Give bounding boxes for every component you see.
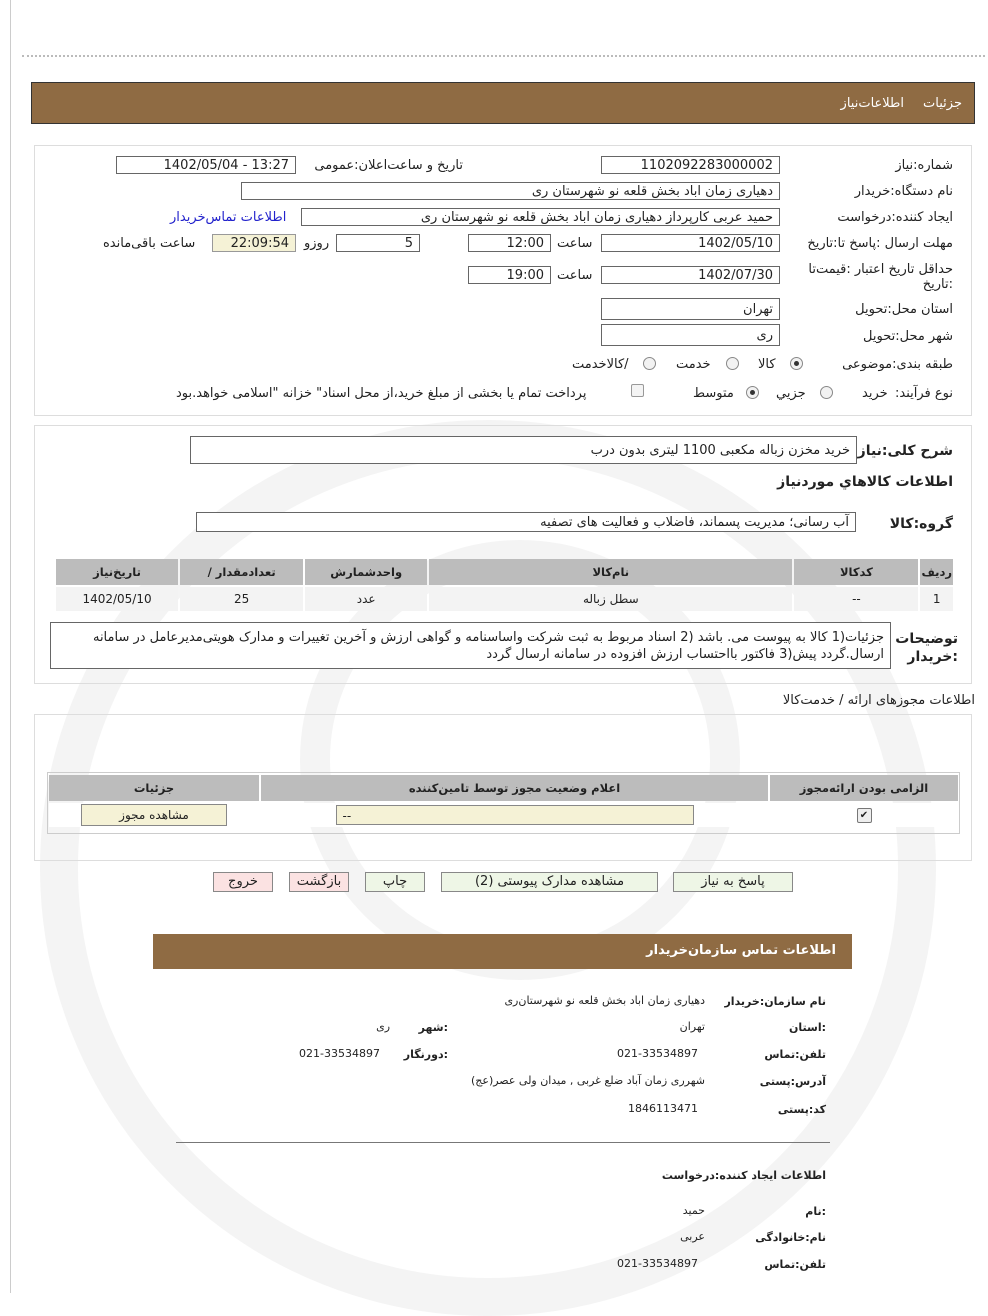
- buyer-notes-label: توضیحات :خریدار: [895, 631, 958, 665]
- treasury-payment-checkbox[interactable]: [631, 384, 644, 397]
- creator-phone-label: تلفن:تماس: [764, 1258, 826, 1271]
- col-required: الزامی بودن ارائه‌مجوز: [770, 775, 958, 801]
- contact-heading: اطلاعات تماس سازمان‌خریدار: [646, 943, 836, 958]
- col-row: ردیف: [920, 559, 953, 585]
- required-checkbox: ✔: [857, 808, 872, 823]
- print-button[interactable]: چاپ: [365, 872, 425, 892]
- deadline-time-field: 12:00: [468, 234, 551, 252]
- back-button[interactable]: بازگشت: [289, 872, 349, 892]
- province-label: استان محل:تحویل: [855, 302, 953, 317]
- treasury-payment-note: پرداخت تمام یا بخشی از مبلغ خرید،از محل اسناد" خزانه "اسلامی خواهد.بود: [176, 386, 587, 401]
- contact-fax-value: 021-33534897: [299, 1047, 380, 1060]
- radio-goods-label: کالا: [758, 357, 776, 372]
- view-permit-button[interactable]: مشاهده مجوز: [81, 804, 227, 826]
- org-label: نام سازمان:خریدار: [724, 995, 826, 1008]
- buyer-notes-field: جزئیات(1 کالا به پیوست می. باشد (2 اسناد مربوط به ثبت شرکت واساسنامه و گواهی ارزش و آخرین تغییرات و مدارک هویتی‌مدیرعامل در سامانه ارسال.گردد پیش(3 فاکتور بااحتساب ارزش افزوده در سامانه ارسال گردد: [50, 622, 891, 669]
- col-date: تاریخ‌نیاز: [56, 559, 178, 585]
- cell-unit: عدد: [305, 587, 427, 611]
- validity-time-field: 19:00: [468, 266, 551, 284]
- radio-goods[interactable]: [790, 357, 803, 370]
- contact-address-value: شهرری زمان آباد ضلع غربی , میدان ولی عصر(عج): [470, 1074, 705, 1087]
- goods-group-label: گروه:کالا: [889, 516, 953, 532]
- goods-info-heading: اطلاعات کالاهاي موردنياز: [777, 474, 953, 490]
- permit-status-field: --: [336, 805, 694, 825]
- city-label: شهر محل:تحویل: [863, 329, 953, 344]
- contact-divider: [176, 1142, 830, 1143]
- radio-medium-label: متوسط: [693, 386, 734, 401]
- need-title-field: خرید مخزن زباله مکعبی 1100 لیتری بدون درب: [190, 436, 857, 464]
- attachments-button[interactable]: مشاهده مدارک پیوستی (2): [441, 872, 658, 892]
- remaining-time-field: 22:09:54: [212, 234, 296, 252]
- cell-row: 1: [920, 587, 953, 611]
- category-label: طبقه بندی:موضوعی: [842, 357, 953, 372]
- contact-phone-value: 021-33534897: [617, 1047, 698, 1060]
- buyer-org-label: نام دستگاه:خریدار: [854, 184, 953, 199]
- permits-table: [47, 773, 960, 829]
- col-qty: تعدادمقدار /: [180, 559, 303, 585]
- cell-qty: 25: [180, 587, 303, 611]
- table-row: [49, 803, 958, 827]
- deadline-label: مهلت ارسال :پاسخ تا:تاریخ: [807, 236, 953, 251]
- creator-family-label: نام:خانوادگی: [755, 1231, 826, 1244]
- header-bar: [31, 82, 975, 124]
- cell-date: 1402/05/10: [56, 587, 178, 611]
- radio-service[interactable]: [726, 357, 739, 370]
- tab-need-info[interactable]: اطلاعات‌نیاز: [840, 96, 904, 111]
- deadline-time-label: ساعت: [557, 236, 593, 251]
- creator-family-value: عربی: [680, 1230, 705, 1243]
- radio-small-label: جزیي: [776, 386, 806, 401]
- announce-field: 1402/05/04 - 13:27: [116, 156, 296, 174]
- org-value: دهیاری زمان اباد بخش قلعه نو شهرستان‌ری: [504, 994, 705, 1007]
- top-dotted-rule: [22, 55, 985, 57]
- contact-province-label: :استان: [789, 1021, 826, 1034]
- goods-group-field: آب رسانی؛ مدیریت پسماند، فاضلاب و فعالیت های تصفیه: [196, 512, 856, 532]
- creator-name-label: :نام: [805, 1205, 826, 1218]
- contact-fax-label: :دورنگار: [403, 1048, 448, 1061]
- goods-table: [54, 557, 955, 613]
- need-number-label: شماره:نیاز: [895, 158, 953, 173]
- cell-code: --: [794, 587, 918, 611]
- validity-time-label: ساعت: [557, 268, 593, 283]
- deadline-date-field: 1402/05/10: [601, 234, 780, 252]
- permits-heading: اطلاعات مجوزهای ارائه / خدمت‌کالا: [782, 693, 975, 708]
- buyer-org-field: دهیاری زمان اباد بخش قلعه نو شهرستان ری: [241, 182, 780, 200]
- remaining-label: ساعت باقی‌مانده: [103, 236, 196, 251]
- creator-heading: اطلاعات ایجاد کننده:درخواست: [661, 1169, 826, 1182]
- contact-province-value: تهران: [679, 1020, 705, 1033]
- radio-goods-service[interactable]: [643, 357, 656, 370]
- reply-button[interactable]: پاسخ به نیاز: [673, 872, 793, 892]
- province-field: تهران: [601, 298, 780, 320]
- contact-postal-value: 1846113471: [628, 1102, 698, 1115]
- need-title-label: شرح کلی:نیاز: [857, 443, 953, 459]
- cell-name: سطل زباله: [429, 587, 792, 611]
- exit-button[interactable]: خروج: [213, 872, 273, 892]
- col-unit: واحدشمارش: [305, 559, 427, 585]
- col-status: اعلام وضعیت مجوز توسط تامین‌کننده: [261, 775, 768, 801]
- days-label: روزو: [304, 236, 330, 251]
- process-label: نوع فرآیند:: [895, 386, 953, 401]
- contact-address-label: آدرس:پستی: [759, 1075, 826, 1088]
- announce-label: تاریخ و ساعت‌اعلان:عمومی: [314, 158, 463, 173]
- left-rule: [10, 0, 11, 1293]
- creator-name-value: حمید: [682, 1204, 705, 1217]
- radio-medium[interactable]: [746, 386, 759, 399]
- table-row: [56, 587, 953, 611]
- contact-postal-label: کد:پستی: [777, 1103, 826, 1116]
- validity-date-field: 1402/07/30: [601, 266, 780, 284]
- contact-city-value: ری: [376, 1020, 390, 1033]
- tab-details[interactable]: جزئیات: [923, 96, 962, 111]
- col-details: جزئیات: [49, 775, 259, 801]
- contact-phone-label: تلفن:تماس: [764, 1048, 826, 1061]
- buyer-contact-link[interactable]: اطلاعات تماس‌خریدار: [170, 210, 287, 225]
- radio-service-label: خدمت: [676, 357, 711, 372]
- process-buy-label: خرید: [862, 386, 888, 401]
- contact-city-label: :شهر: [418, 1021, 448, 1034]
- contact-header-bar: [153, 934, 852, 969]
- need-number-field: 1102092283000002: [601, 156, 780, 174]
- validity-label: حداقل تاریخ اعتبار :قیمت‌تا :تاریخ: [808, 262, 953, 292]
- creator-phone-value: 021-33534897: [617, 1257, 698, 1270]
- city-field: ری: [601, 324, 780, 346]
- radio-small[interactable]: [820, 386, 833, 399]
- days-field: 5: [336, 234, 420, 252]
- radio-goods-service-label: /کالاخدمت: [572, 357, 629, 372]
- creator-field: حمید عربی کارپرداز دهیاری زمان اباد بخش قلعه نو شهرستان ری: [301, 208, 780, 226]
- col-code: کدکالا: [794, 559, 918, 585]
- col-name: نام‌کالا: [429, 559, 792, 585]
- creator-label: ایجاد کننده:درخواست: [837, 210, 953, 225]
